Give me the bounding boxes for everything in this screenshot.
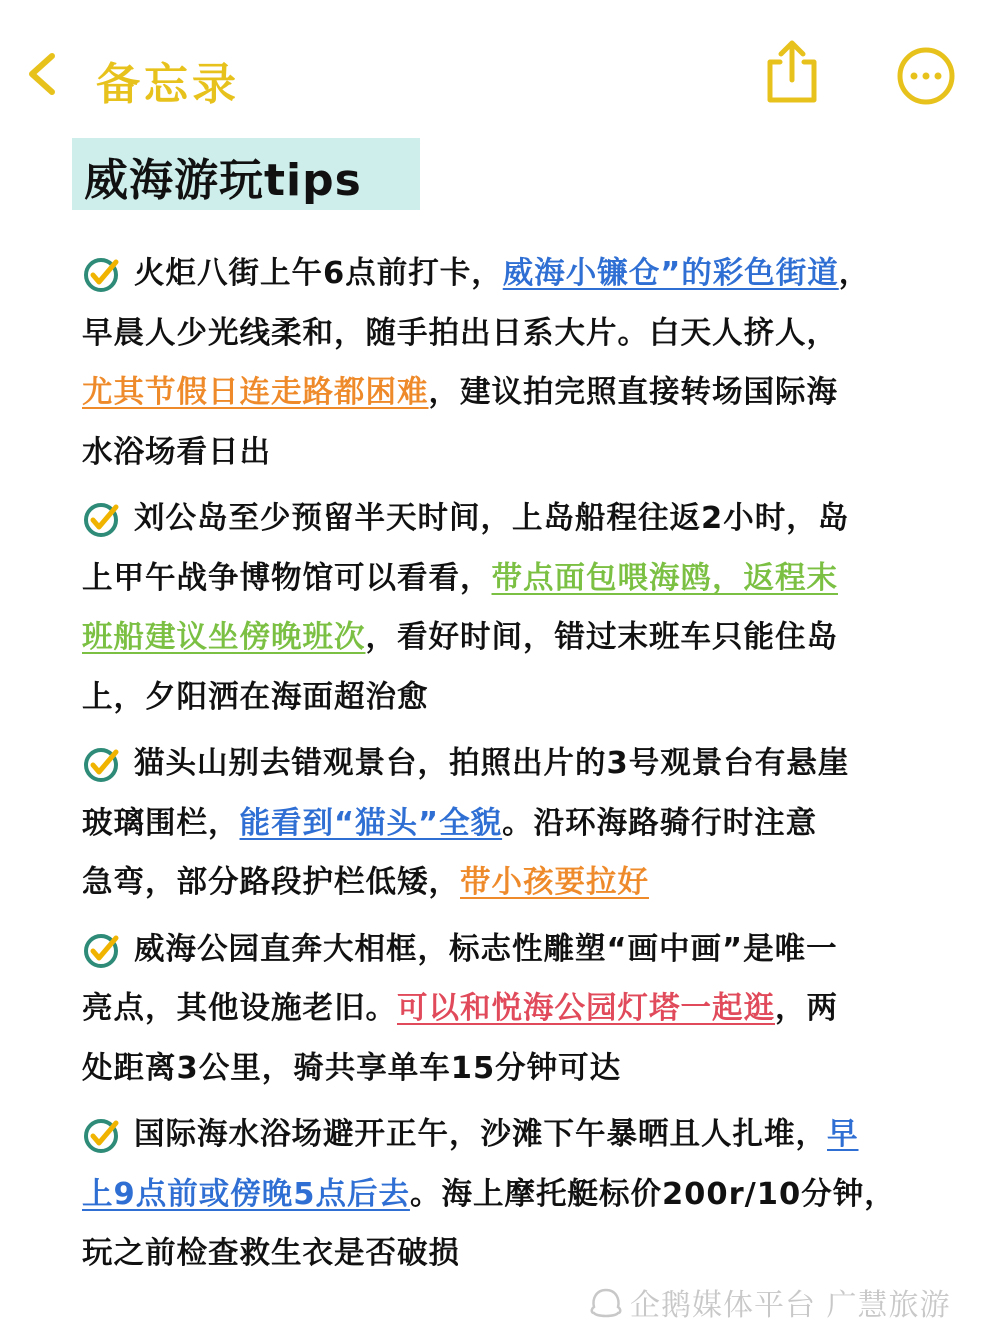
tip-text: 猫头山别去错观景台，拍照出片的3号观景台有悬崖 xyxy=(134,746,850,781)
tip-text: 处距离3公里，骑共享单车15分钟可达 xyxy=(82,1050,622,1086)
note-body xyxy=(82,244,912,1284)
tip-text: 刘公岛至少预留半天时间，上岛船程往返2小时，岛 xyxy=(134,501,850,536)
tip-line xyxy=(82,549,912,609)
tip-text: ， xyxy=(838,256,871,291)
chevron-left-icon[interactable] xyxy=(22,50,62,98)
tip-text: 。海上摩托艇标价200r/10分钟， xyxy=(409,1176,896,1212)
highlighted-text-link[interactable]: 带小孩要拉好 xyxy=(460,865,649,900)
tip-text: 急弯，部分路段护栏低矮， xyxy=(82,865,460,900)
tip-line xyxy=(82,734,912,794)
item-spacer xyxy=(82,913,912,920)
tip-item xyxy=(82,244,912,482)
note-title: 威海游玩tips xyxy=(84,155,362,206)
tip-line xyxy=(82,794,912,854)
tip-line xyxy=(82,423,912,483)
tip-line xyxy=(82,304,912,364)
tip-line xyxy=(82,244,912,304)
share-icon[interactable] xyxy=(764,38,820,106)
tip-text: 水浴场看日出 xyxy=(82,434,271,470)
tip-text: 威海公园直奔大相框，标志性雕塑“画中画”是唯一 xyxy=(134,931,838,967)
tip-line xyxy=(82,608,912,668)
checkmark-icon xyxy=(82,501,120,539)
tip-text: ，两 xyxy=(775,991,838,1026)
tip-text: 玩之前检查救生衣是否破损 xyxy=(82,1236,460,1271)
watermark xyxy=(588,1280,951,1323)
highlighted-text-link[interactable]: 可以和悦海公园灯塔一起逛 xyxy=(397,991,775,1026)
highlighted-text-link[interactable]: 上9点前或傍晚5点后去 xyxy=(82,1176,410,1212)
tip-line xyxy=(82,489,912,549)
tip-text: 上，夕阳洒在海面超治愈 xyxy=(82,679,429,715)
tip-item xyxy=(82,920,912,1099)
tip-text: 玻璃围栏， xyxy=(82,805,240,841)
checkmark-icon xyxy=(82,746,120,784)
item-spacer xyxy=(82,727,912,734)
tip-item xyxy=(82,489,912,727)
item-spacer xyxy=(82,1098,912,1105)
tip-text: 国际海水浴场避开正午，沙滩下午暴晒且人扎堆， xyxy=(134,1117,827,1152)
tip-text: ，建议拍完照直接转场国际海 xyxy=(428,375,838,410)
highlighted-text-link[interactable]: 威海小镰仓”的彩色街道 xyxy=(502,256,839,291)
note-title-box xyxy=(72,138,420,210)
tip-line xyxy=(82,1105,912,1165)
tip-text: 。沿环海路骑行时注意 xyxy=(502,805,818,841)
tip-item xyxy=(82,1105,912,1284)
watermark-text: 企鹅媒体平台 广慧旅游 xyxy=(630,1288,951,1323)
tip-line xyxy=(82,668,912,728)
more-icon[interactable] xyxy=(896,46,956,106)
tip-text: 火炬八街上午6点前打卡， xyxy=(134,256,503,291)
tip-line xyxy=(82,920,912,980)
checkmark-icon xyxy=(82,932,120,970)
tip-text: 上甲午战争博物馆可以看看， xyxy=(82,560,492,596)
highlighted-text-link[interactable]: 带点面包喂海鸥，返程末 xyxy=(491,560,838,596)
tip-item xyxy=(82,734,912,913)
highlighted-text-link[interactable]: 班船建议坐傍晚班次 xyxy=(82,620,366,655)
checkmark-icon xyxy=(82,256,120,294)
highlighted-text-link[interactable]: 早 xyxy=(827,1117,859,1152)
tip-line xyxy=(82,979,912,1039)
tip-text: 亮点，其他设施老旧。 xyxy=(82,991,397,1026)
tip-line xyxy=(82,1165,912,1225)
checkmark-icon xyxy=(82,1117,120,1155)
tip-line xyxy=(82,853,912,913)
back-button-label[interactable]: 备忘录 xyxy=(96,59,240,110)
item-spacer xyxy=(82,482,912,489)
highlighted-text-link[interactable]: 尤其节假日连走路都困难 xyxy=(82,375,429,410)
tip-line xyxy=(82,363,912,423)
tip-line xyxy=(82,1039,912,1099)
tip-text: 早晨人少光线柔和，随手拍出日系大片。白天人挤人， xyxy=(82,315,838,351)
penguin-logo-icon xyxy=(588,1287,624,1319)
highlighted-text-link[interactable]: 能看到“猫头”全貌 xyxy=(239,805,503,841)
nav-bar xyxy=(0,0,1000,150)
tip-text: ，看好时间，错过末班车只能住岛 xyxy=(365,620,838,655)
tip-line xyxy=(82,1224,912,1284)
